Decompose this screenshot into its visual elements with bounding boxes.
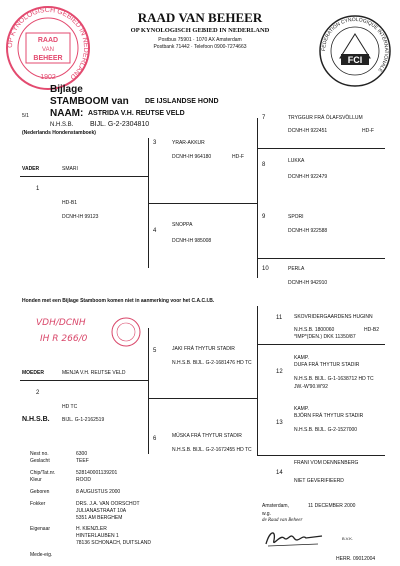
- detail-label-mede-eig: Mede-eig.: [30, 552, 53, 558]
- pedigree-rule: [257, 455, 385, 456]
- pedigree-number-6: 6: [153, 436, 157, 442]
- breed-name: DE IJSLANDSE HOND: [145, 98, 219, 105]
- dog-name: ASTRIDA V.H. REUTSE VELD: [88, 110, 185, 117]
- great-grandparent-12-title: KAMP.: [294, 355, 309, 361]
- grandparent-5-reg: N.H.S.B. BIJL. G-2-1681476 HD TC: [172, 360, 252, 366]
- header-subtitle: OP KYNOLOGISCH GEBIED IN NEDERLAND: [130, 27, 270, 34]
- great-grandparent-8-name: LUKKA: [288, 158, 305, 164]
- svg-text:FCI: FCI: [347, 55, 363, 65]
- detail-label-eigenaar: Eigenaar: [30, 526, 51, 532]
- great-grandparent-12-name: DUFA FRÁ THYTUR STADIR: [294, 362, 360, 368]
- sire-label: VADER: [22, 166, 40, 172]
- detail-label-chip: Chip/Tat.nr.: [30, 470, 56, 476]
- grandparent-5-name: JAKI FRÁ THYTUR STADIR: [172, 346, 235, 352]
- official-stamp: [110, 316, 142, 348]
- dam-number: 2: [36, 390, 40, 396]
- detail-label-nest: Nest no.: [30, 451, 49, 457]
- detail-label-geslacht: Geslacht: [30, 458, 50, 464]
- pedigree-number-14: 14: [276, 470, 283, 476]
- great-grandparent-13-title: KAMP.: [294, 406, 309, 412]
- great-grandparent-9-name: SPORI: [288, 214, 304, 220]
- great-grandparent-14-reg: NIET GEVERIFIEERD: [294, 478, 344, 484]
- svg-text:FEDERATION CYNOLOGIQUE INTERNA: FEDERATION CYNOLOGIQUE INTERNATIONALE: [320, 16, 390, 73]
- detail-value-kleur: ROOD: [76, 477, 91, 483]
- signoff-initials: B.V.K.: [342, 536, 353, 541]
- detail-label-geboren: Geboren: [30, 489, 50, 495]
- header-title: RAAD VAN BEHEER: [137, 10, 263, 25]
- pedigree-number-10: 10: [262, 266, 269, 272]
- dam-reg: BIJL. G-1-2162519: [62, 417, 105, 423]
- bijlage-label: Bijlage: [50, 84, 83, 95]
- pedigree-rule: [257, 148, 385, 149]
- svg-text:OP KYNOLOGISCH GEBIED IN NEDER: OP KYNOLOGISCH GEBIED IN NEDERLAND: [6, 6, 90, 81]
- pedigree-rule: [148, 328, 149, 454]
- detail-label-fokker: Fokker: [30, 501, 46, 507]
- great-grandparent-12-reg: N.H.S.B. BIJL. G-1-1638712 HD TC: [294, 376, 374, 382]
- fci-seal: [318, 14, 392, 88]
- cacib-notice: Honden met een Bijlage Stamboom komen niet in aanmerking voor het C.A.C.I.B.: [22, 298, 215, 304]
- detail-value-geslacht: TEEF: [76, 458, 89, 464]
- great-grandparent-12-titles: JW.-W'90.W'92: [294, 384, 328, 390]
- svg-text:BEHEER: BEHEER: [33, 55, 63, 62]
- great-grandparent-11-reg: N.H.S.B. 1800060: [294, 327, 335, 333]
- detail-value-fokker: DRS. J.A. VAN OORSCHOT: [76, 501, 140, 507]
- dam-name: MENJA V.H. REUTSE VELD: [62, 370, 126, 376]
- grandparent-3-name: YRAR-AKKUR: [172, 140, 205, 146]
- pedigree-rule: [20, 176, 148, 177]
- grandparent-6-name: MÜSKA FRÁ THYTUR STADIR: [172, 433, 242, 439]
- grandparent-6-reg: N.H.S.B. BIJL. G-2-1672455 HD TC: [172, 447, 252, 453]
- nhsb-label: N.H.S.B.: [50, 122, 74, 128]
- dam-reg-label: N.H.S.B.: [22, 416, 50, 423]
- pedigree-rule: [148, 203, 257, 204]
- dam-label: MOEDER: [22, 370, 44, 376]
- pedigree-number-9: 9: [262, 214, 266, 220]
- great-grandparent-11-line3: *IMP*(DEN.) DKK 11350/87: [294, 334, 356, 340]
- pedigree-rule: [257, 344, 385, 345]
- svg-text:RAAD: RAAD: [37, 37, 59, 44]
- pedigree-number-7: 7: [262, 115, 266, 121]
- great-grandparent-11-name: SKOVRIDERGAARDENS HUGINN: [294, 314, 373, 320]
- great-grandparent-7-name: TRYGGUR FRÁ ÓLAFSVÖLLUM: [288, 115, 363, 121]
- pedigree-number-12: 12: [276, 369, 283, 375]
- grandparent-4-name: SNOPPA: [172, 222, 193, 228]
- raad-van-beheer-seal: [4, 4, 92, 92]
- sire-reg: DCNH-IH 99123: [62, 214, 99, 220]
- detail-value-fokker-city: 5351 AM BERGHEM: [76, 515, 123, 521]
- pedigree-rule: [257, 258, 385, 259]
- pedigree-rule: [148, 398, 257, 399]
- signoff-wg: w.g.: [262, 511, 271, 517]
- detail-value-fokker-street: JULIANASTRAAT 10A: [76, 508, 127, 514]
- pedigree-number-3: 3: [153, 140, 157, 146]
- naam-label: NAAM:: [50, 108, 84, 119]
- great-grandparent-10-reg: DCNH-IH 942910: [288, 280, 328, 286]
- page-number: 5/1: [22, 113, 29, 119]
- nhsb-note: (Nederlands Hondenstamboek): [22, 130, 96, 136]
- great-grandparent-13-reg: N.H.S.B. BIJL. G-2-1527000: [294, 427, 358, 433]
- pedigree-rule: [257, 306, 258, 456]
- pedigree-number-11: 11: [276, 315, 283, 321]
- detail-value-chip: 528140001139201: [76, 470, 118, 476]
- great-grandparent-7-extra: HD-F: [362, 128, 374, 134]
- great-grandparent-13-name: BJÖRN FRÁ THYTUR STADIR: [294, 413, 364, 419]
- grandparent-3-extra: HD-F: [232, 154, 244, 160]
- handwritten-note-2: IH R 266/0: [40, 334, 88, 344]
- signoff-place: Amsterdam,: [262, 503, 289, 509]
- header-address1: Postbus 75901 · 1070 AX Amsterdam: [158, 37, 242, 43]
- form-number: HERR. 09012004: [336, 556, 376, 562]
- header-address2: Postbank 71442 · Telefoon 0900-7274663: [153, 44, 247, 50]
- signoff-date: 11 DECEMBER 2000: [308, 503, 356, 509]
- pedigree-rule: [20, 380, 148, 381]
- great-grandparent-11-extra: HD-B2: [364, 327, 380, 333]
- great-grandparent-8-reg: DCNH-IH 922479: [288, 174, 328, 180]
- great-grandparent-14-name: FRANI VOM DENNENBERG: [294, 460, 359, 466]
- detail-value-eigenaar-street: HINTERLAUBEN 1: [76, 533, 119, 539]
- detail-value-eigenaar: H. KIENZLER: [76, 526, 107, 532]
- grandparent-3-reg: DCNH-IH 964180: [172, 154, 212, 160]
- detail-value-eigenaar-city: 78136 SCHONACH, DUITSLAND: [76, 540, 152, 546]
- detail-value-geboren: 8 AUGUSTUS 2000: [76, 489, 121, 495]
- svg-text:VAN: VAN: [42, 47, 54, 53]
- signoff-by: de Raad van Beheer: [262, 518, 303, 523]
- dam-info: HD TC: [62, 404, 78, 410]
- pedigree-number-4: 4: [153, 228, 157, 234]
- sire-name: SMARI: [62, 166, 78, 172]
- pedigree-rule: [257, 118, 258, 278]
- nhsb-value: BIJL. G-2-2304810: [90, 121, 150, 128]
- signature: [262, 526, 332, 550]
- detail-label-kleur: Kleur: [30, 477, 42, 483]
- stamboom-prefix: STAMBOOM van: [50, 96, 129, 107]
- great-grandparent-7-reg: DCNH-IH 922451: [288, 128, 328, 134]
- sire-number: 1: [36, 186, 40, 192]
- detail-value-nest: 6300: [76, 451, 88, 457]
- svg-text:1902: 1902: [40, 74, 56, 81]
- handwritten-note-1: VDH/DCNH: [36, 318, 86, 328]
- pedigree-number-8: 8: [262, 162, 266, 168]
- pedigree-number-5: 5: [153, 348, 157, 354]
- grandparent-4-reg: DCNH-IH 985008: [172, 238, 212, 244]
- sire-info: HD-B1: [62, 200, 78, 206]
- great-grandparent-10-name: PERLA: [288, 266, 305, 272]
- great-grandparent-9-reg: DCNH-IH 922588: [288, 228, 328, 234]
- pedigree-number-13: 13: [276, 420, 283, 426]
